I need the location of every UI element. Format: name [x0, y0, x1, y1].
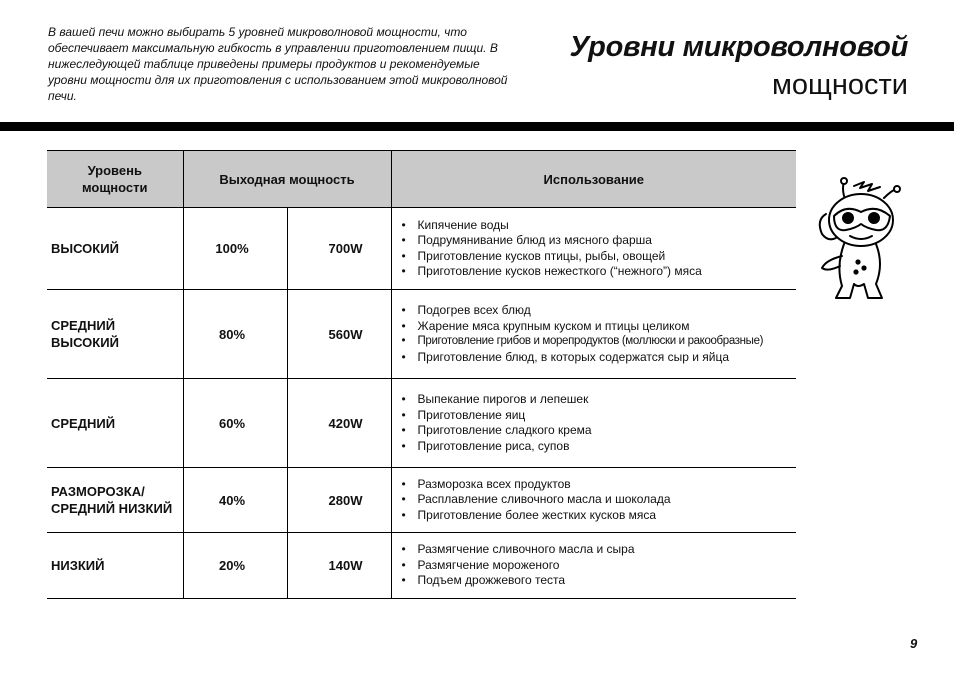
table-row	[47, 468, 796, 533]
list-item: • Подъем дрожжевого теста	[402, 573, 797, 589]
table-row	[47, 290, 796, 379]
list-item: • Жарение мяса крупным куском и птицы целиком	[402, 319, 797, 335]
list-item: • Выпекание пирогов и лепешек	[402, 392, 797, 408]
power-level-cell: НИЗКИЙ	[47, 533, 183, 599]
percent-cell: 40%	[183, 468, 287, 533]
usage-list	[402, 477, 797, 524]
percent-cell: 20%	[183, 533, 287, 599]
percent-cell: 60%	[183, 379, 287, 468]
page-number: 9	[910, 636, 918, 651]
list-item: • Размягчение мороженого	[402, 558, 797, 574]
watts-cell: 420W	[287, 379, 391, 468]
table-header-row	[47, 151, 796, 208]
watts-cell: 700W	[287, 208, 391, 290]
list-item: • Приготовление более жестких кусков мяса	[402, 508, 797, 524]
list-item: • Подрумянивание блюд из мясного фарша	[402, 233, 797, 249]
intro-text: В вашей печи можно выбирать 5 уровней микроволновой мощности, что обеспечивает максимальную гибкость в управлении приготовлением пищи. В нижеследующей таблице приведены примеры продуктов и рекомендуемые уровни мощности для их приготовления с использованием этой микроволновой печи.	[48, 25, 508, 103]
power-level-cell: СРЕДНИЙ	[47, 379, 183, 468]
power-level-cell: ВЫСОКИЙ	[47, 208, 183, 290]
percent-cell: 100%	[183, 208, 287, 290]
usage-list	[402, 303, 797, 365]
list-item: • Приготовление грибов и морепродуктов (моллюски и ракообразные)	[402, 334, 797, 350]
power-level-cell: РАЗМОРОЗКА/ СРЕДНИЙ НИЗКИЙ	[47, 468, 183, 533]
page-subtitle: мощности	[771, 69, 908, 101]
percent-cell: 80%	[183, 290, 287, 379]
list-item: • Приготовление яиц	[402, 408, 797, 424]
table-row	[47, 379, 796, 468]
list-item: • Приготовление кусков нежесткого (“нежного”) мяса	[402, 264, 797, 280]
usage-cell	[391, 533, 796, 599]
header-output: Выходная мощность	[183, 151, 391, 208]
list-item: • Приготовление риса, супов	[402, 439, 797, 455]
usage-list	[402, 392, 797, 454]
watts-cell: 560W	[287, 290, 391, 379]
power-level-cell: СРЕДНИЙ ВЫСОКИЙ	[47, 290, 183, 379]
usage-list	[402, 542, 797, 589]
usage-cell	[391, 290, 796, 379]
usage-cell	[391, 379, 796, 468]
list-item: • Приготовление сладкого крема	[402, 423, 797, 439]
list-item: • Кипячение воды	[402, 218, 797, 234]
watts-cell: 140W	[287, 533, 391, 599]
cartoon-mascot-icon	[806, 176, 912, 306]
table-row	[47, 533, 796, 599]
list-item: • Разморозка всех продуктов	[402, 477, 797, 493]
usage-cell	[391, 208, 796, 290]
list-item: • Подогрев всех блюд	[402, 303, 797, 319]
usage-list	[402, 218, 797, 280]
header-divider	[0, 122, 954, 131]
list-item: • Размягчение сливочного масла и сыра	[402, 542, 797, 558]
power-levels-table	[47, 150, 796, 599]
usage-cell	[391, 468, 796, 533]
table-row	[47, 208, 796, 290]
list-item: • Приготовление блюд, в которых содержатся сыр и яйца	[402, 350, 797, 366]
header-usage: Использование	[391, 151, 796, 208]
page-title: Уровни микроволновой	[569, 31, 908, 63]
header-level: Уровень мощности	[47, 151, 183, 208]
list-item: • Расплавление сливочного масла и шоколада	[402, 492, 797, 508]
watts-cell: 280W	[287, 468, 391, 533]
list-item: • Приготовление кусков птицы, рыбы, овощей	[402, 249, 797, 265]
